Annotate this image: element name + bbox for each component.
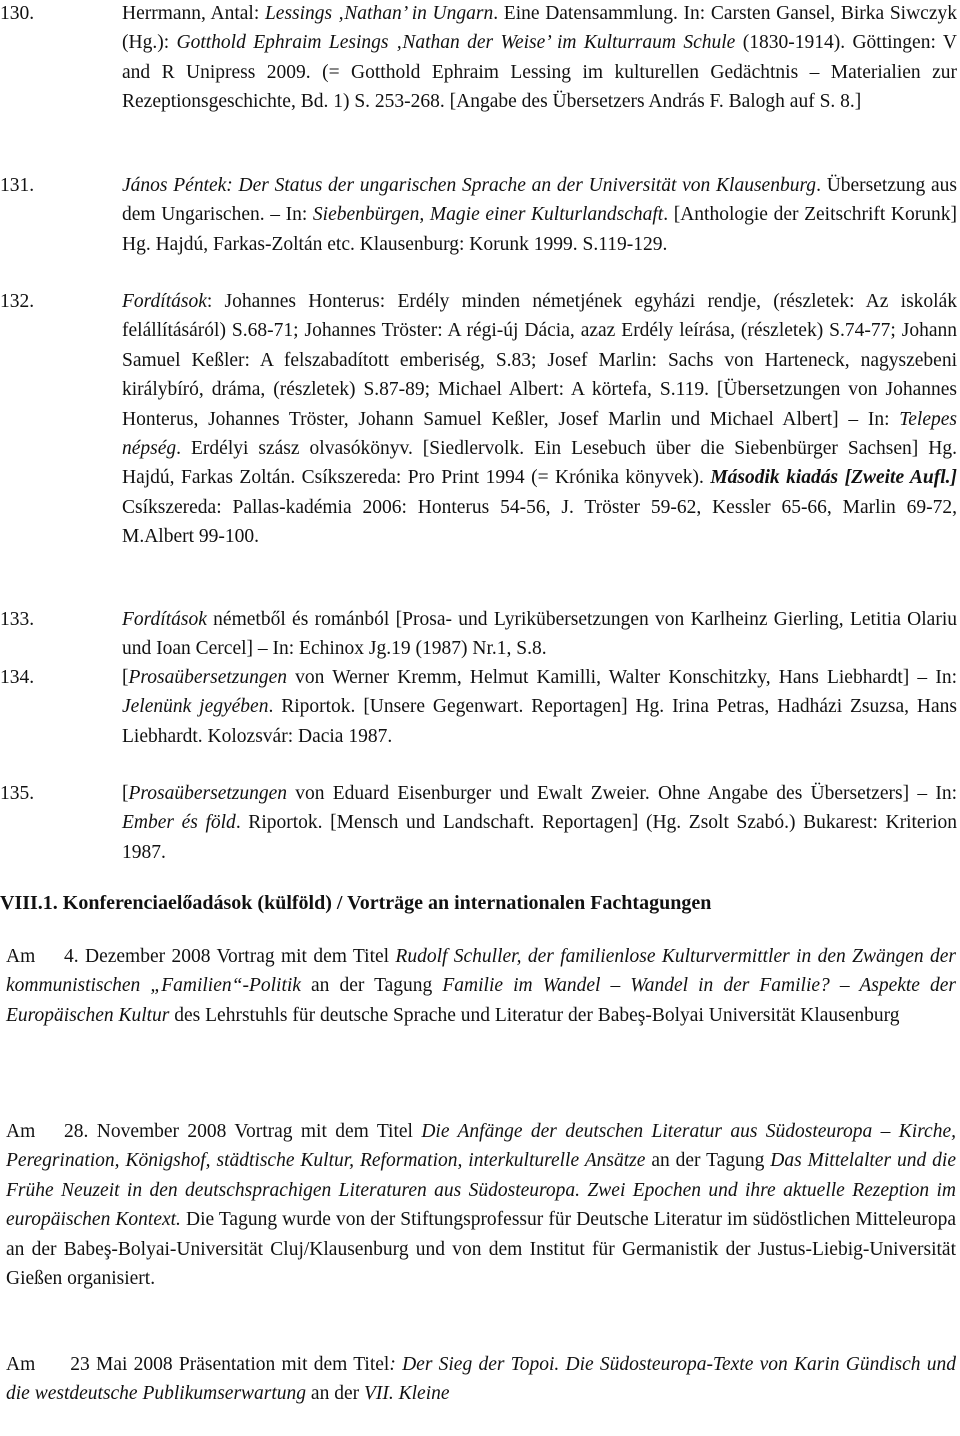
bibliography-entry	[0, 287, 957, 552]
entry-number: 135.	[0, 783, 35, 804]
bibliography-entry	[0, 171, 957, 259]
bibliography-entry	[0, 663, 957, 751]
text-run: . Übersetzung aus dem Ungarischen. – In:	[122, 175, 957, 226]
italic-text: Prosaübersetzungen	[128, 783, 288, 804]
italic-text: Rudolf Schuller, der familienlose Kulturvermittler in den Zwängen der kommunistischen „Familien“-Politik	[6, 946, 956, 997]
text-run: des Lehrstuhls für deutsche Sprache und Literatur der Babeş-Bolyai Universität Klausenburg	[169, 1004, 900, 1026]
conference-paragraph	[6, 1350, 956, 1409]
text-run: Csíkszereda: Pallas-kadémia 2006: Honterus 54-56, J. Tröster 59-62, Kessler 65-66, Marlin 69-72, M.Albert 99-100.	[122, 496, 957, 548]
bibliography-entry	[0, 0, 957, 117]
bibliography-entry	[0, 605, 957, 664]
text-run: . Erdélyi szász olvasókönyv. [Siedlervolk. Ein Lesebuch über die Siebenbürger Sachsen] Hg. Hajdú, Farkas Zoltán. Csíkszereda: Pro Print 1994 (= Krónika könyvek).	[122, 438, 957, 489]
conference-paragraph	[6, 942, 956, 1030]
italic-text: Gotthold Ephraim Lesings ‚Nathan der Weise’ im Kulturraum Schule	[176, 32, 736, 54]
text-run: von Werner Kremm, Helmut Kamilli, Walter Konschitzky, Hans Liebhardt] – In:	[287, 667, 957, 688]
italic-text: Jelenünk jegyében	[122, 696, 269, 718]
italic-text: Ember és föld	[122, 812, 236, 834]
text-run: [	[122, 667, 129, 688]
paragraph-lead: Am	[6, 1354, 36, 1375]
bold-italic-text: Második kiadás [Zweite Aufl.]	[710, 467, 957, 489]
italic-text: Die Anfänge der deutschen Literatur aus Südosteuropa – Kirche, Peregrination, Königshof, städtische Kultur, Reformation, interkulturelle Ansätze	[6, 1121, 956, 1172]
italic-text: Telepes népség	[122, 408, 957, 460]
text-run: von Eduard Eisenburger und Ewalt Zweier. Ohne Angabe des Übersetzers] – In:	[287, 783, 957, 804]
paragraph-text	[6, 1121, 956, 1289]
entry-number: 131.	[0, 175, 35, 196]
entry-number: 133.	[0, 609, 35, 630]
italic-text: János Péntek: Der Status der ungarischen Sprache an der Universität von Klausenburg	[122, 175, 817, 196]
entry-text	[122, 287, 957, 552]
entry-number: 134.	[0, 667, 35, 688]
entry-number: 132.	[0, 291, 35, 312]
paragraph-text	[6, 946, 956, 1026]
text-run: 23 Mai 2008 Präsentation mit dem Titel	[64, 1354, 390, 1375]
entry-number: 130.	[0, 3, 35, 24]
italic-text: Fordítások	[122, 291, 207, 312]
text-run: an der	[306, 1383, 364, 1405]
section-heading: VIII.1. Konferenciaelőadások (külföld) / Vorträge an internationalen Fachtagungen	[0, 892, 712, 914]
italic-text: : Der Sieg der Topoi. Die Südosteuropa-Texte von Karin Gündisch und die westdeutsche Publikumserwartung	[6, 1354, 956, 1405]
text-run: . Riportok. [Mensch und Landschaft. Reportagen] (Hg. Zsolt Szabó.) Bukarest: Kriterion 1987.	[122, 812, 957, 863]
text-run: Herrmann, Antal:	[122, 3, 265, 24]
italic-text: Siebenbürgen, Magie einer Kulturlandschaft	[312, 204, 664, 226]
entry-text	[122, 605, 957, 664]
entry-text	[122, 0, 957, 117]
italic-text: Familie im Wandel – Wandel in der Familie? – Aspekte der Europäischen Kultur	[6, 975, 957, 1026]
text-run: . [Anthologie der Zeitschrift Korunk] Hg. Hajdú, Farkas-Zoltán etc. Klausenburg: Korunk 1999. S.119-129.	[122, 204, 958, 255]
entry-text	[122, 779, 957, 867]
italic-text: Lessings ‚Nathan’ in Ungarn	[264, 3, 494, 24]
text-run: (1830-1914). Göttingen: V and R Unipress 2009. (= Gotthold Ephraim Lessing im kulturellen Gedächtnis – Materialien zur Rezeptionsgeschichte, Bd. 1) S. 253-268. [Angabe des Übersetzers András F. Balogh auf S. 8.]	[122, 32, 957, 113]
conference-paragraph	[6, 1117, 956, 1293]
text-run: németből és románból [Prosa- und Lyrikübersetzungen von Karlheinz Gierling, Letitia Olariu und Ioan Cercel] – In: Echinox Jg.19 (1987) Nr.1, S.8.	[122, 609, 957, 660]
entry-text	[122, 171, 957, 259]
italic-text: Das Mittelalter und die Frühe Neuzeit in den deutschsprachigen Literaturen aus Südosteuropa. Zwei Epochen und ihre aktuelle Rezeption im europäischen Kontext.	[6, 1150, 956, 1231]
text-run: Die Tagung wurde von der Stiftungsprofessur für Deutsche Literatur im südöstlichen Mitteleuropa an der Babeş-Bolyai-Universität Cluj/Klausenburg und von dem Institut für Germanistik der Justus-Liebig-Universität Gießen organisiert.	[6, 1209, 956, 1290]
text-run: . Riportok. [Unsere Gegenwart. Reportagen] Hg. Irina Petras, Hadházi Zsuzsa, Hans Liebhardt. Kolozsvár: Dacia 1987.	[122, 696, 957, 747]
entry-text	[122, 663, 957, 751]
text-run: : Johannes Honterus: Erdély minden németjének egyházi rendje, (részletek: Az iskolák felállításáról) S.68-71; Johannes Tröster: A régi-új Dácia, azaz Erdély leírása, (részletek) S.74-77; Johann Samuel Keßler: A felszabadított emberiség, S.83; Josef Marlin: Sachs von Harteneck, nagyszebeni királybíró, dráma, (részletek) S.87-89; Michael Albert: A körtefa, S.119. [Übersetzungen von Johannes Honterus, Johannes Tröster, Johann Samuel Keßler, Josef Marlin und Michael Albert] – In:	[122, 291, 957, 430]
italic-text: VII. Kleine	[363, 1383, 450, 1405]
paragraph-text	[6, 1354, 956, 1404]
paragraph-lead: Am	[6, 1121, 36, 1142]
italic-text: Fordítások	[122, 609, 207, 630]
text-run: 4. Dezember 2008 Vortrag mit dem Titel	[64, 946, 396, 967]
text-run: an der Tagung	[645, 1150, 771, 1172]
text-run: . Eine Datensammlung. In: Carsten Gansel, Birka Siwczyk (Hg.):	[122, 3, 957, 54]
paragraph-lead: Am	[6, 946, 36, 967]
italic-text: Prosaübersetzungen	[128, 667, 288, 688]
text-run: 28. November 2008 Vortrag mit dem Titel	[64, 1121, 422, 1142]
text-run: [	[122, 783, 129, 804]
bibliography-entry	[0, 779, 957, 867]
text-run: an der Tagung	[300, 975, 443, 997]
